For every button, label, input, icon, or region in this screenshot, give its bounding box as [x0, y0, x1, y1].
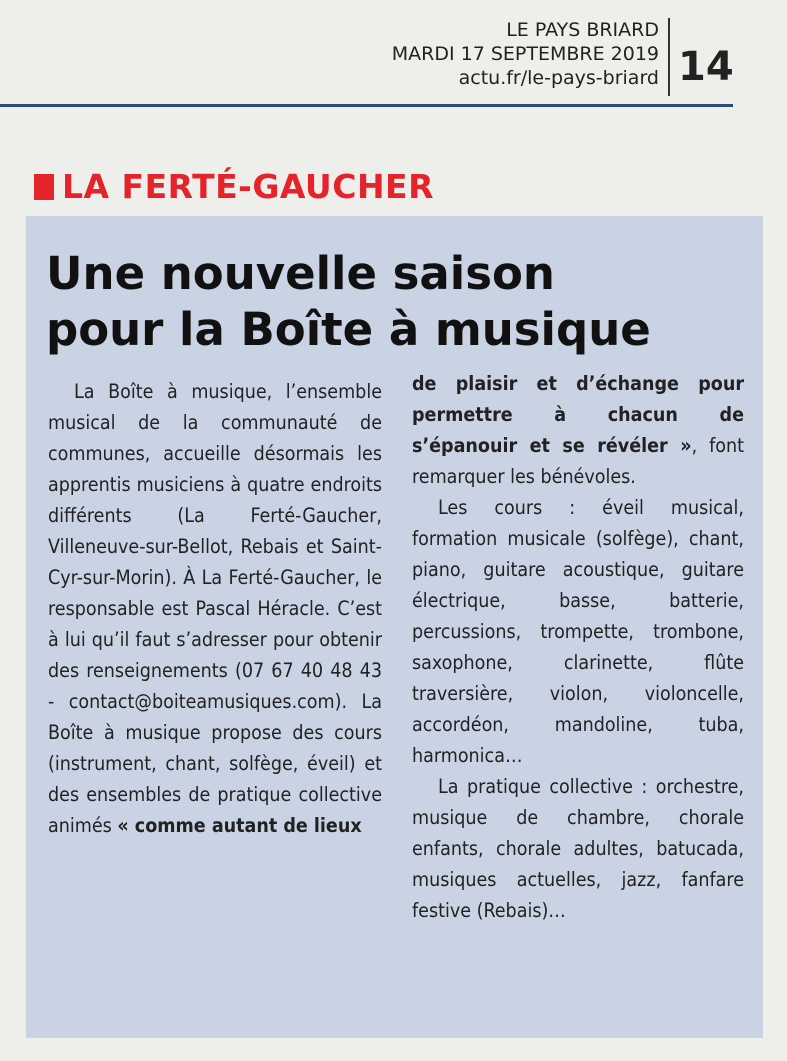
section-marker-icon: [34, 174, 54, 200]
masthead-vertical-divider: [668, 18, 670, 96]
article-headline: [46, 246, 746, 358]
headline-line-2: pour la Boîte à musique: [46, 303, 651, 356]
publication-name: LE PAYS BRIARD: [506, 19, 659, 41]
paragraph-courses-text: Les cours : éveil musical, formation musicale (solfège), chant, piano, guitare acoustique, guitare électrique, basse, batterie, percussions, trompette, trombone, saxophone, clarinette, flûte traversière, violon, violoncelle, accordéon, mandoline, tuba, harmonica…: [412, 496, 744, 767]
quote-start: « comme autant de lieux: [117, 814, 362, 837]
section-label: LA FERTÉ-GAUCHER: [62, 167, 435, 206]
masthead-horizontal-rule: [0, 104, 733, 107]
paragraph-courses: [412, 492, 744, 771]
paragraph-intro-text: La Boîte à musique, l’ensemble musical de la communauté de communes, accueille désormais les apprentis musiciens à quatre endroits différents (La Ferté-Gaucher, Villeneuve-sur-Bellot, Rebais et Saint-Cyr-sur-Morin). À La Ferté-Gaucher, le responsable est Pascal Héracle. C’est à lui qu’il faut s’adresser pour obtenir des renseignements (07 67 40 48 43 - contact@boiteamusiques.com). La Boîte à musique propose des cours (instrument, chant, solfège, éveil) et des ensembles de pratique collective animés: [48, 380, 382, 837]
headline-line-1: Une nouvelle saison: [46, 247, 555, 300]
publication-website: actu.fr/le-pays-briard: [458, 67, 659, 89]
publication-date: MARDI 17 SEPTEMBRE 2019: [391, 43, 659, 65]
page-number: 14: [678, 44, 734, 90]
article-box: [26, 216, 763, 1038]
quote-attribution: , font remarquer les bénévoles.: [412, 434, 744, 488]
paragraph-collective: [412, 771, 744, 926]
article-column-left: [48, 376, 382, 841]
quote-end: de plaisir et d’échange pour permettre à chacun de s’épanouir et se révéler »: [412, 372, 744, 457]
paragraph-quote-end: [412, 368, 744, 492]
paragraph-collective-text: La pratique collective : orchestre, musique de chambre, chorale enfants, chorale adultes, batucada, musiques actuelles, jazz, fanfare festive (Rebais)…: [412, 775, 744, 922]
masthead-text: [392, 18, 659, 90]
article-column-right: [412, 368, 744, 926]
section-header: [34, 167, 434, 206]
masthead: [0, 0, 787, 110]
paragraph-intro: [48, 376, 382, 841]
